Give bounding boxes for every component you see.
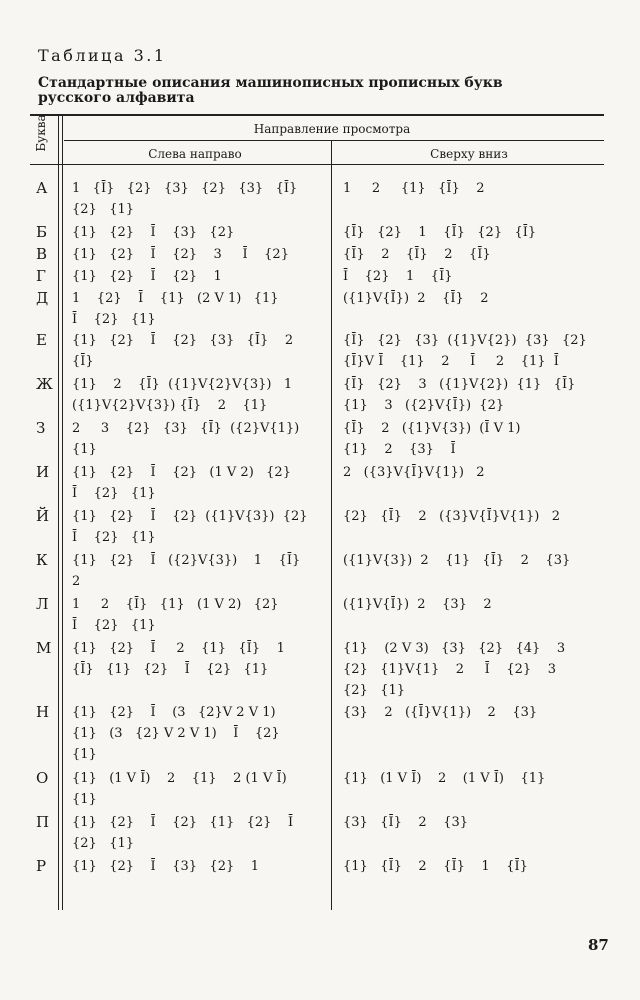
left-right-description bbox=[72, 244, 334, 265]
description-line: 1 {2} Ī {1} (2 V 1) {1} bbox=[72, 291, 279, 306]
row-letter: В bbox=[36, 245, 48, 263]
description-line: 2 ({3}V{Ī}V{1}) 2 bbox=[343, 465, 485, 480]
left-right-description bbox=[72, 222, 334, 243]
left-right-description bbox=[72, 594, 334, 636]
row-letter: Е bbox=[36, 331, 47, 349]
left-right-description bbox=[72, 418, 334, 460]
description-line: {3} 2 ({Ī}V{1}) 2 {3} bbox=[343, 705, 538, 720]
left-right-description bbox=[72, 550, 334, 592]
description-line: {1} {2} Ī {2} (1 V 2) {2} bbox=[72, 465, 291, 480]
left-right-description bbox=[72, 856, 334, 877]
description-line: {1} {2} Ī {2} {1} {2} Ī bbox=[72, 815, 294, 830]
description-line: Ī {2} 1 {Ī} bbox=[343, 269, 453, 284]
left-right-description bbox=[72, 330, 334, 372]
description-line: {1} (2 V 3) {3} {2} {4} 3 bbox=[343, 641, 566, 656]
description-line: {1} (1 V Ī) 2 {1} 2 (1 V Ī) bbox=[72, 771, 287, 786]
top-bottom-description bbox=[343, 594, 613, 615]
row-letter: К bbox=[36, 551, 48, 569]
description-line: {1} {2} Ī 2 {1} {Ī} 1 bbox=[72, 641, 285, 656]
top-bottom-description bbox=[343, 374, 613, 416]
description-line: {1} {2} Ī (3 {2}V 2 V 1) bbox=[72, 705, 276, 720]
description-line: ({1}V{3}) 2 {1} {Ī} 2 {3} bbox=[343, 553, 571, 568]
description-line: {Ī} {2} {3} ({1}V{2}) {3} {2} bbox=[343, 333, 587, 348]
row-letter: П bbox=[36, 813, 50, 831]
header-left-right: Слева направо bbox=[148, 147, 242, 161]
description-line: {Ī} 2 ({1}V{3}) (Ī V 1) bbox=[343, 421, 521, 436]
description-line: {1} {2} Ī {2} 3 Ī {2} bbox=[72, 247, 289, 262]
description-line: {1} 2 {Ī} ({1}V{2}V{3}) 1 bbox=[72, 377, 293, 392]
left-right-description bbox=[72, 462, 334, 504]
header-top-bottom: Сверху вниз bbox=[430, 147, 508, 161]
top-bottom-description bbox=[343, 506, 613, 527]
description-line: ({1}V{2}V{3}) {Ī} 2 {1} bbox=[72, 398, 268, 413]
description-line: {1} bbox=[72, 442, 97, 457]
top-bottom-description bbox=[343, 178, 613, 199]
description-line: {1} {2} Ī {2} 1 bbox=[72, 269, 222, 284]
top-bottom-description bbox=[343, 550, 613, 571]
row-letter: Б bbox=[36, 223, 48, 241]
row-letter: Г bbox=[36, 267, 46, 285]
left-right-description bbox=[72, 178, 334, 220]
description-line: {1} {2} Ī {3} {2} 1 bbox=[72, 859, 260, 874]
row-letter: А bbox=[36, 179, 48, 197]
header-direction: Направление просмотра bbox=[253, 122, 411, 136]
top-bottom-description bbox=[343, 288, 613, 309]
top-bottom-description bbox=[343, 330, 613, 372]
description-line: {1} {2} Ī {3} {2} bbox=[72, 225, 235, 240]
description-line: {Ī} {1} {2} Ī {2} {1} bbox=[72, 662, 269, 677]
description-line: {1} (1 V Ī) 2 (1 V Ī) {1} bbox=[343, 771, 546, 786]
description-line: {2} {1}V{1} 2 Ī {2} 3 bbox=[343, 662, 556, 677]
left-right-description bbox=[72, 266, 334, 287]
row-letter: Ж bbox=[36, 375, 53, 393]
top-bottom-description bbox=[343, 768, 613, 789]
description-line: {1} {2} Ī {2} ({1}V{3}) {2} bbox=[72, 509, 308, 524]
top-bottom-description bbox=[343, 418, 613, 460]
row-letter: Л bbox=[36, 595, 49, 613]
description-line: {1} {2} Ī {2} {3} {Ī} 2 bbox=[72, 333, 294, 348]
description-line: 1 {Ī} {2} {3} {2} {3} {Ī} bbox=[72, 181, 298, 196]
description-line: 2 bbox=[72, 574, 81, 589]
description-line: Ī {2} {1} bbox=[72, 312, 156, 327]
description-line: 1 2 {1} {Ī} 2 bbox=[343, 181, 485, 196]
table-number: Таблица 3.1 bbox=[38, 46, 167, 65]
left-right-description bbox=[72, 374, 334, 416]
top-bottom-description bbox=[343, 462, 613, 483]
description-line: {Ī} 2 {Ī} 2 {Ī} bbox=[343, 247, 491, 262]
description-line: {1} {Ī} 2 {Ī} 1 {Ī} bbox=[343, 859, 528, 874]
row-letter: Н bbox=[36, 703, 50, 721]
description-line: {2} {1} bbox=[343, 683, 406, 698]
description-line: {1} bbox=[72, 747, 97, 762]
letter-column-divider bbox=[58, 114, 63, 910]
description-line: Ī {2} {1} bbox=[72, 618, 156, 633]
description-line: {1} 2 {3} Ī bbox=[343, 442, 456, 457]
row-letter: Й bbox=[36, 507, 50, 525]
description-line: {Ī} {2} 3 ({1}V{2}) {1} {Ī} bbox=[343, 377, 576, 392]
description-line: 1 2 {Ī} {1} (1 V 2) {2} bbox=[72, 597, 279, 612]
row-letter: М bbox=[36, 639, 52, 657]
header-mid-rule bbox=[64, 140, 604, 141]
left-right-description bbox=[72, 506, 334, 548]
table-top-rule bbox=[30, 114, 604, 116]
top-bottom-description bbox=[343, 266, 613, 287]
description-line: {2} {1} bbox=[72, 836, 135, 851]
description-line: {1} bbox=[72, 792, 97, 807]
description-line: {2} {1} bbox=[72, 202, 135, 217]
top-bottom-description bbox=[343, 244, 613, 265]
row-letter: И bbox=[36, 463, 50, 481]
description-line: {1} (3 {2} V 2 V 1) Ī {2} bbox=[72, 726, 280, 741]
row-letter: Д bbox=[36, 289, 49, 307]
left-right-description bbox=[72, 812, 334, 854]
description-line: {1} 3 ({2}V{Ī}) {2} bbox=[343, 398, 505, 413]
top-bottom-description bbox=[343, 812, 613, 833]
top-bottom-description bbox=[343, 638, 613, 701]
left-right-description bbox=[72, 768, 334, 810]
description-line: 2 3 {2} {3} {Ī} ({2}V{1}) bbox=[72, 421, 300, 436]
row-letter: Р bbox=[36, 857, 47, 875]
header-letter: Буква bbox=[34, 114, 48, 152]
description-line: ({1}V{Ī}) 2 {Ī} 2 bbox=[343, 291, 489, 306]
description-line: {Ī} bbox=[72, 354, 94, 369]
top-bottom-description bbox=[343, 222, 613, 243]
description-line: {Ī} {2} 1 {Ī} {2} {Ī} bbox=[343, 225, 537, 240]
left-right-description bbox=[72, 638, 334, 680]
left-right-description bbox=[72, 702, 334, 765]
top-bottom-description bbox=[343, 702, 613, 723]
description-line: {1} {2} Ī ({2}V{3}) 1 {Ī} bbox=[72, 553, 301, 568]
description-line: Ī {2} {1} bbox=[72, 530, 156, 545]
page-number: 87 bbox=[588, 936, 609, 954]
description-line: ({1}V{Ī}) 2 {3} 2 bbox=[343, 597, 492, 612]
left-right-description bbox=[72, 288, 334, 330]
row-letter: З bbox=[36, 419, 46, 437]
row-letter: О bbox=[36, 769, 49, 787]
description-line: {Ī}V Ī {1} 2 Ī 2 {1} Ī bbox=[343, 354, 559, 369]
description-line: {2} {Ī} 2 ({3}V{Ī}V{1}) 2 bbox=[343, 509, 560, 524]
description-line: {3} {Ī} 2 {3} bbox=[343, 815, 469, 830]
header-bottom-rule bbox=[30, 164, 604, 165]
top-bottom-description bbox=[343, 856, 613, 877]
description-line: Ī {2} {1} bbox=[72, 486, 156, 501]
table-caption: Стандартные описания машинописных прописных букв русского алфавита bbox=[38, 75, 503, 106]
